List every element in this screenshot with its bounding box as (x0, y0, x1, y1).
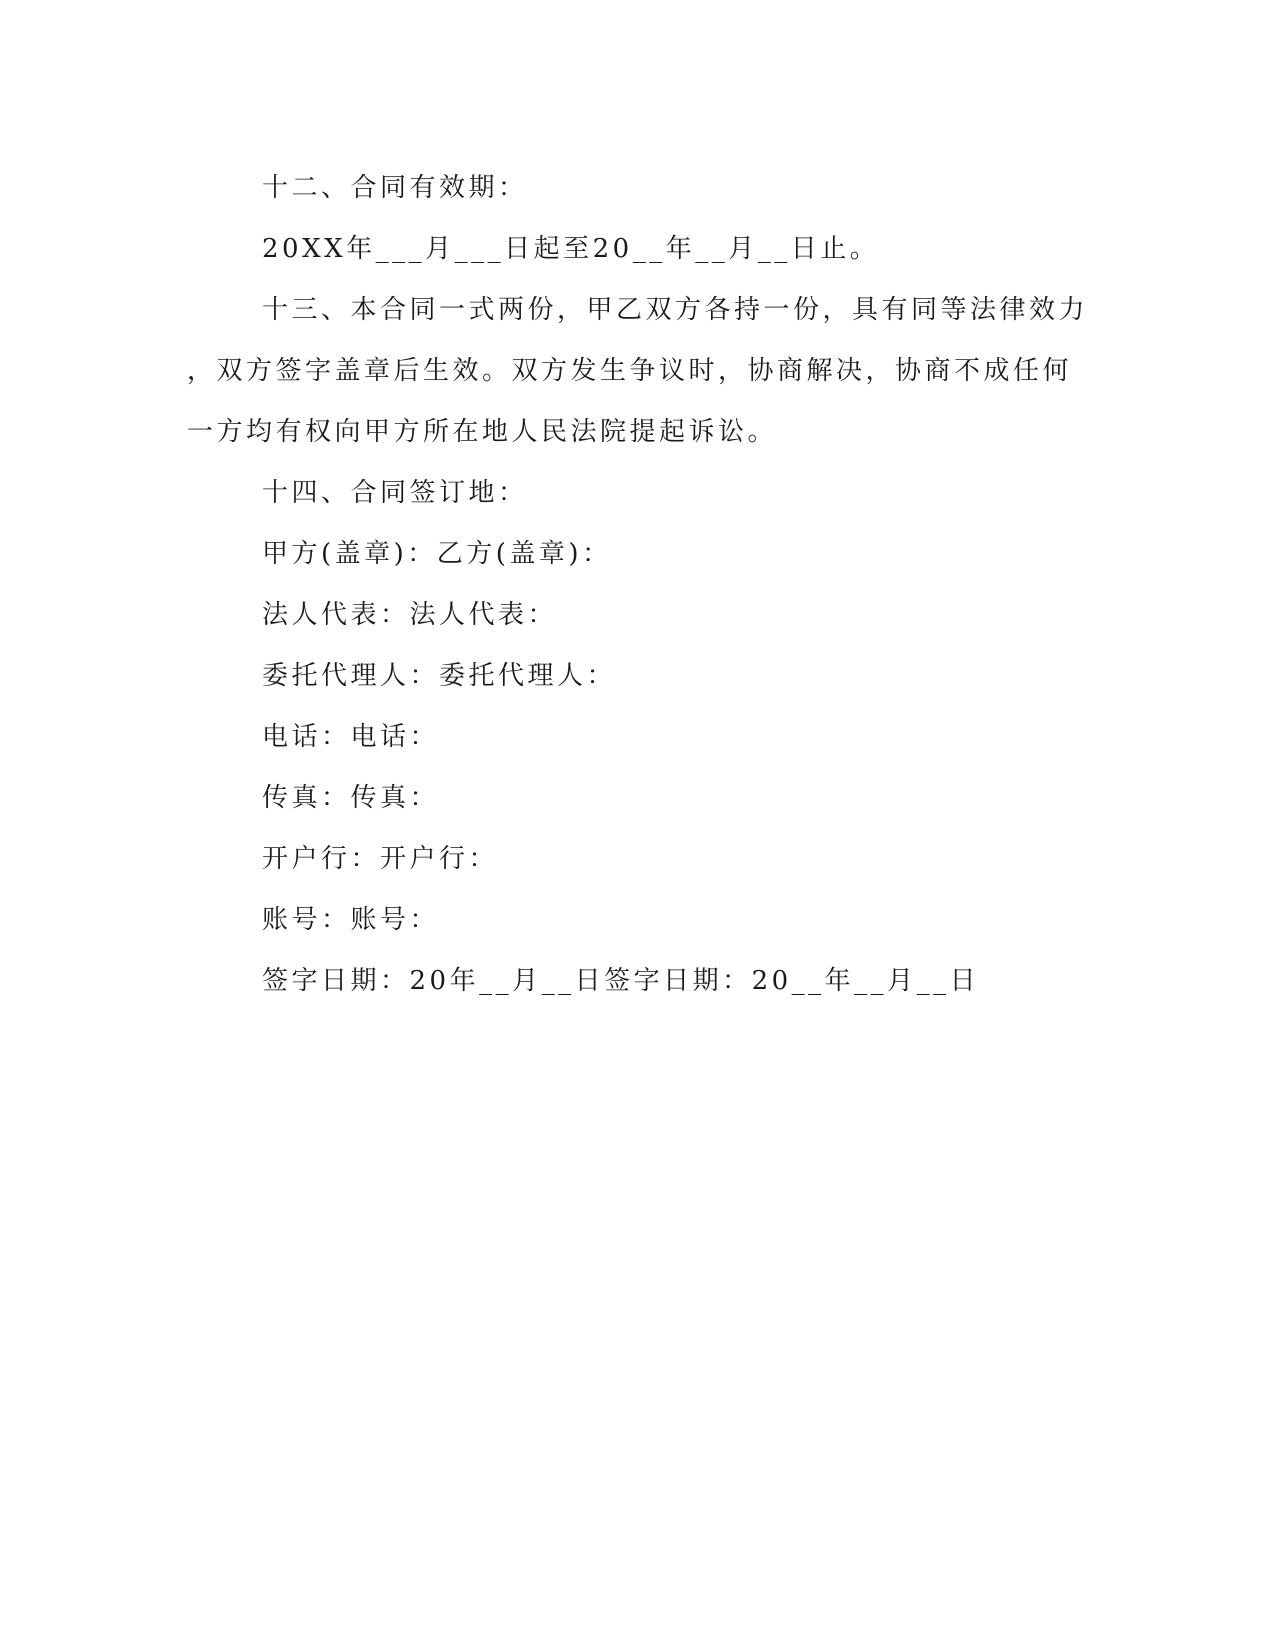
account-number-line: 账号：账号： (262, 905, 440, 935)
authorized-agent-line: 委托代理人：委托代理人： (262, 661, 617, 691)
validity-period-line: 20XX年___月___日起至20__年__月__日止。 (262, 234, 880, 264)
legal-representative-line: 法人代表：法人代表： (262, 600, 558, 630)
bank-line: 开户行：开户行： (262, 844, 499, 874)
clause-12-heading: 十二、合同有效期： (262, 173, 528, 203)
fax-line: 传真：传真： (262, 783, 440, 813)
clause-13-line-3: 一方均有权向甲方所在地人民法院提起诉讼。 (187, 417, 778, 447)
clause-13-line-1: 十三、本合同一式两份，甲乙双方各持一份，具有同等法律效力 (262, 295, 1089, 325)
clause-14-heading: 十四、合同签订地： (262, 478, 528, 508)
phone-line: 电话：电话： (262, 722, 440, 752)
party-seal-line: 甲方(盖章)：乙方(盖章)： (262, 539, 612, 569)
signing-date-line: 签字日期：20年__月__日签字日期：20__年__月__日 (262, 966, 980, 996)
clause-13-line-2: ，双方签字盖章后生效。双方发生争议时，协商解决，协商不成任何 (187, 356, 1073, 386)
